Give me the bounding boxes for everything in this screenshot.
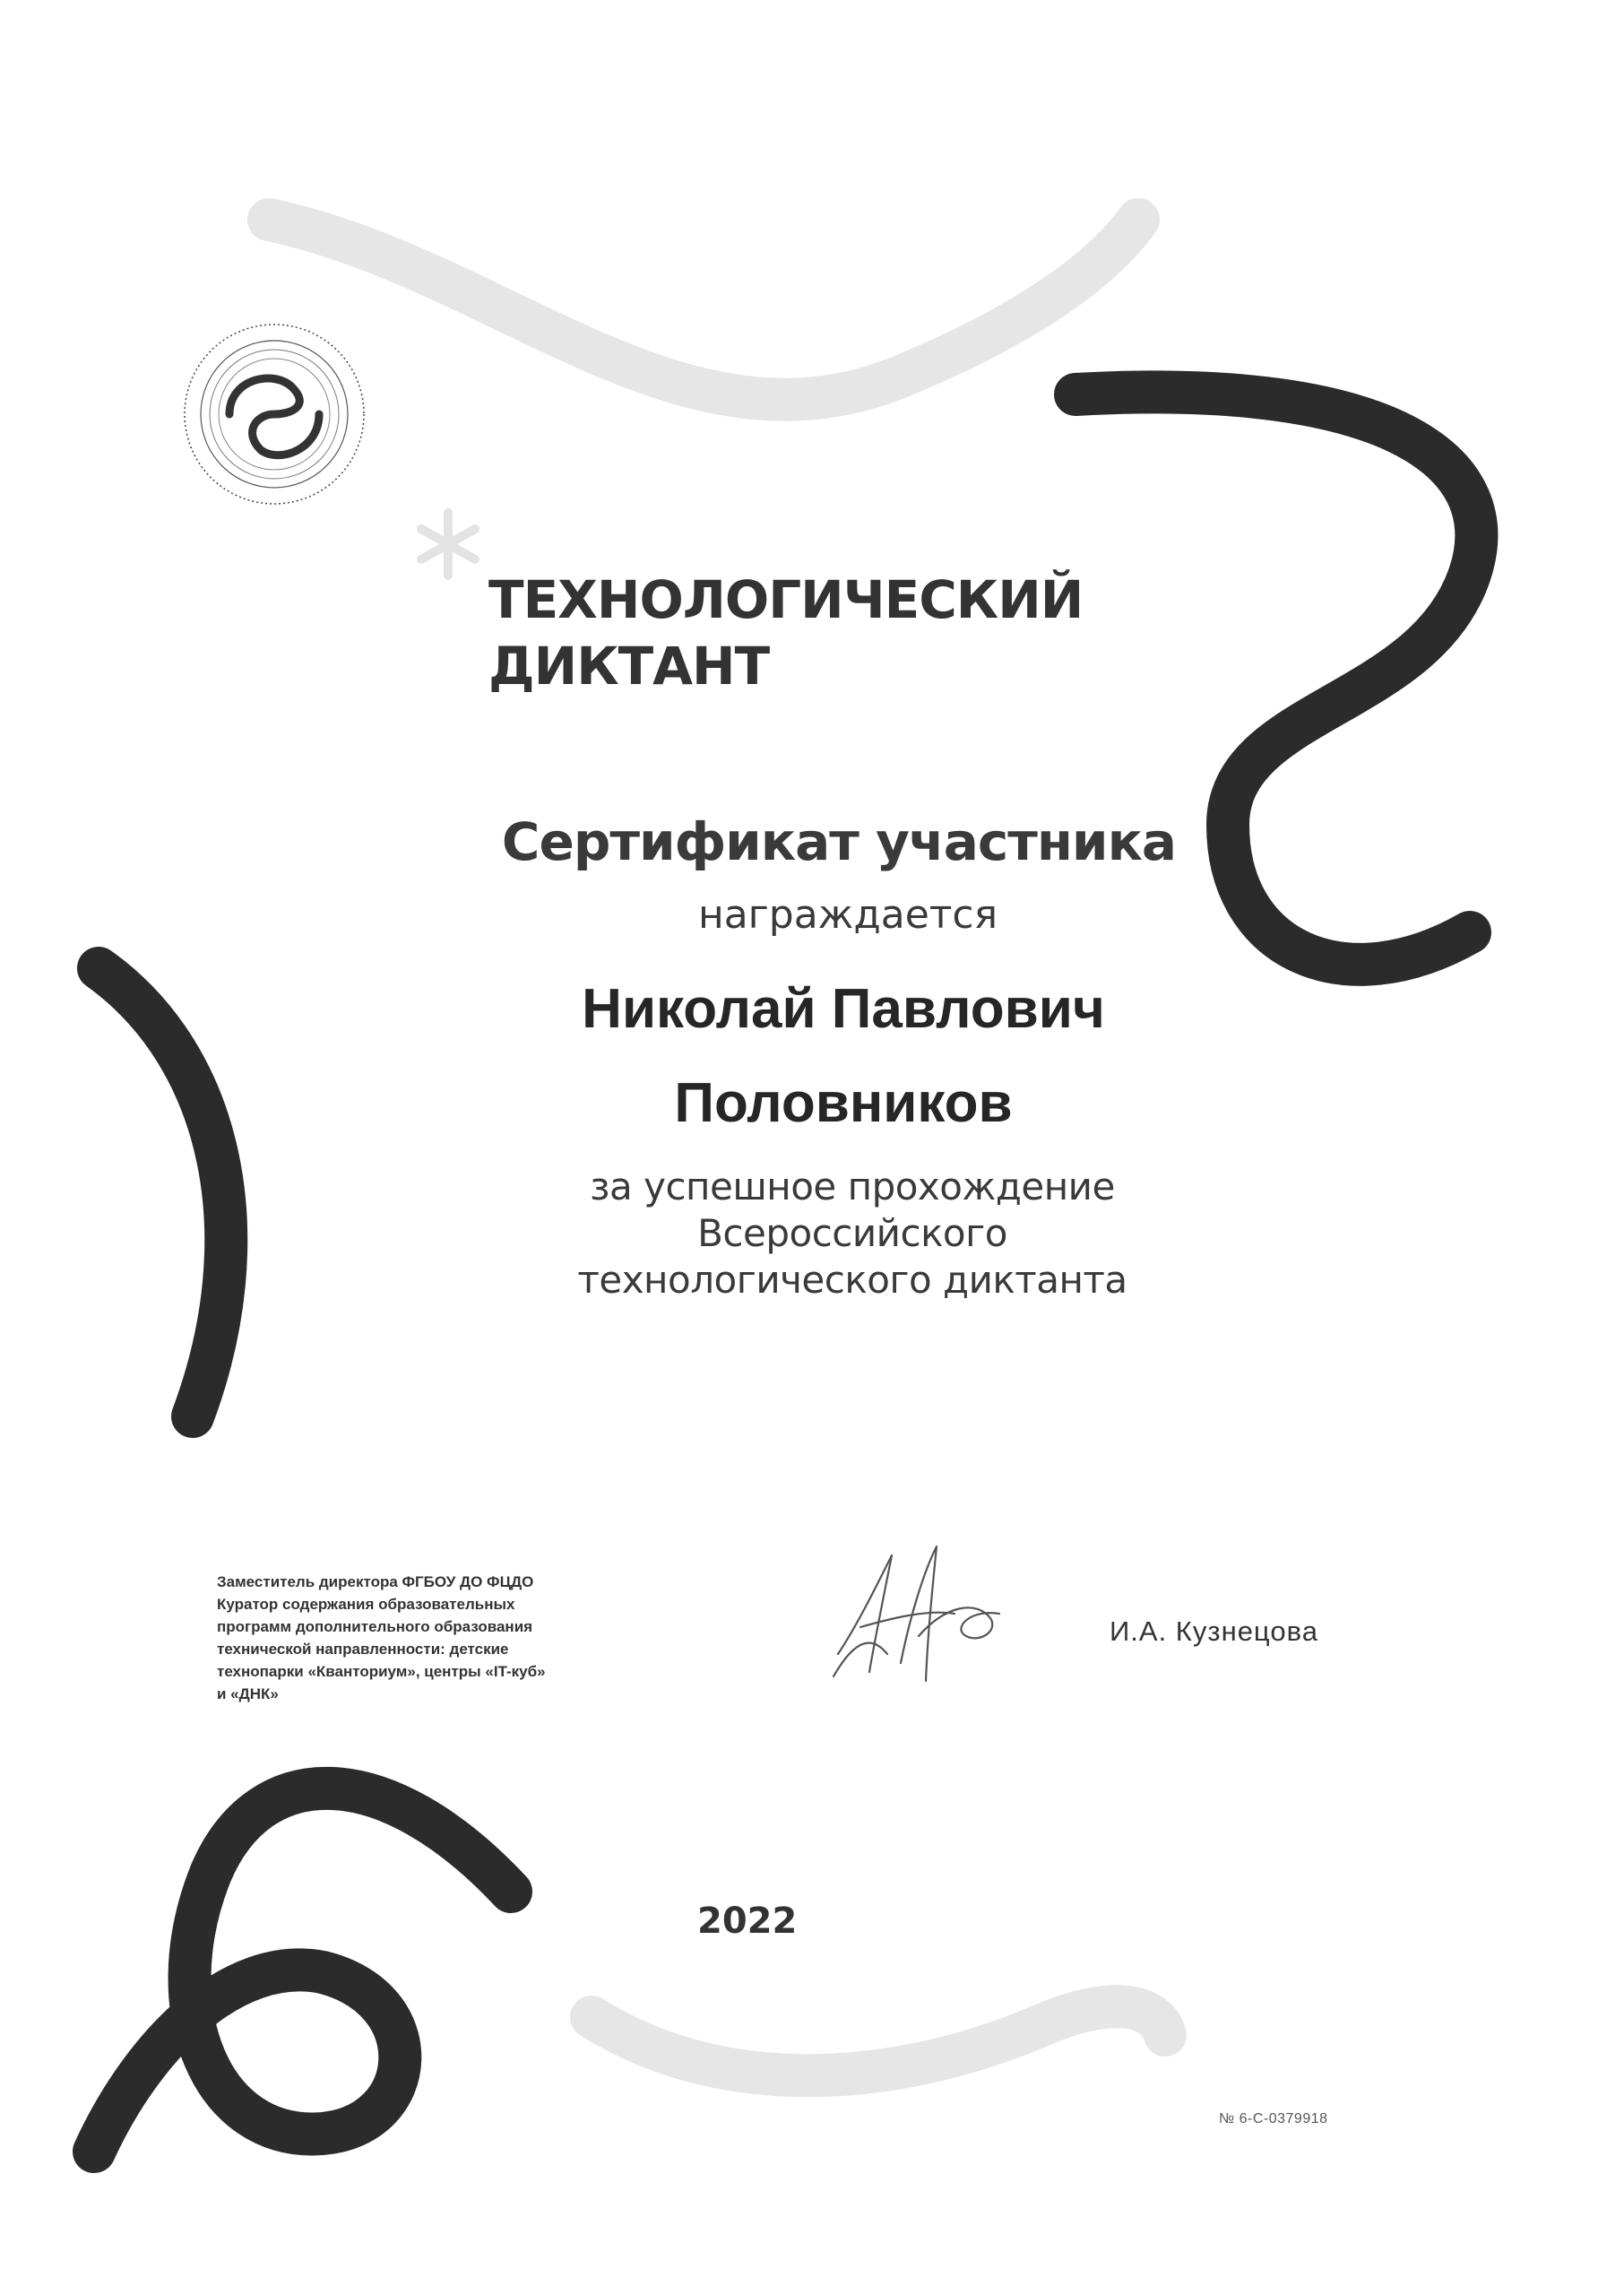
emblem-logo [176,316,373,513]
certificate-title: Сертификат участника [501,811,1177,872]
reason-line-2: Всероссийского [697,1211,1007,1255]
recipient-last-name: Половников [674,1072,1013,1134]
certificate-number: № 6-С-0379918 [1219,2111,1328,2126]
position-line: Куратор содержания образовательных [217,1596,515,1613]
signatory-name: И.А. Кузнецова [1110,1615,1318,1647]
reason-line-3: технологического диктанта [577,1258,1127,1302]
brand-line-1: ТЕХНОЛОГИЧЕСКИЙ [488,569,1084,630]
position-line: Заместитель директора ФГБОУ ДО ФЦДО [217,1573,534,1590]
position-line: и «ДНК» [217,1685,279,1702]
brand-title [488,567,1083,699]
certificate-year: 2022 [697,1901,798,1942]
awarded-label: награждается [697,892,998,938]
reason-line-1: за успешное прохождение [590,1165,1115,1208]
dark-right-curve [1075,392,1476,964]
position-line: программ дополнительного образования [217,1618,533,1635]
brand-line-2: ДИКТАНТ [488,636,770,697]
signature [820,1520,1035,1699]
dark-bottom-loop [94,1788,511,2152]
position-line: технической направленности: детские [217,1641,509,1658]
light-bottom-swoosh [592,2006,1165,2075]
award-reason [0,1164,1624,1303]
recipient-first-name: Николай Павлович [582,978,1105,1040]
signatory-position [217,1571,755,1705]
light-top-swoosh [269,220,1138,400]
asterisk-icon [408,504,488,585]
position-line: технопарки «Кванториум», центры «IT-куб» [217,1663,546,1680]
